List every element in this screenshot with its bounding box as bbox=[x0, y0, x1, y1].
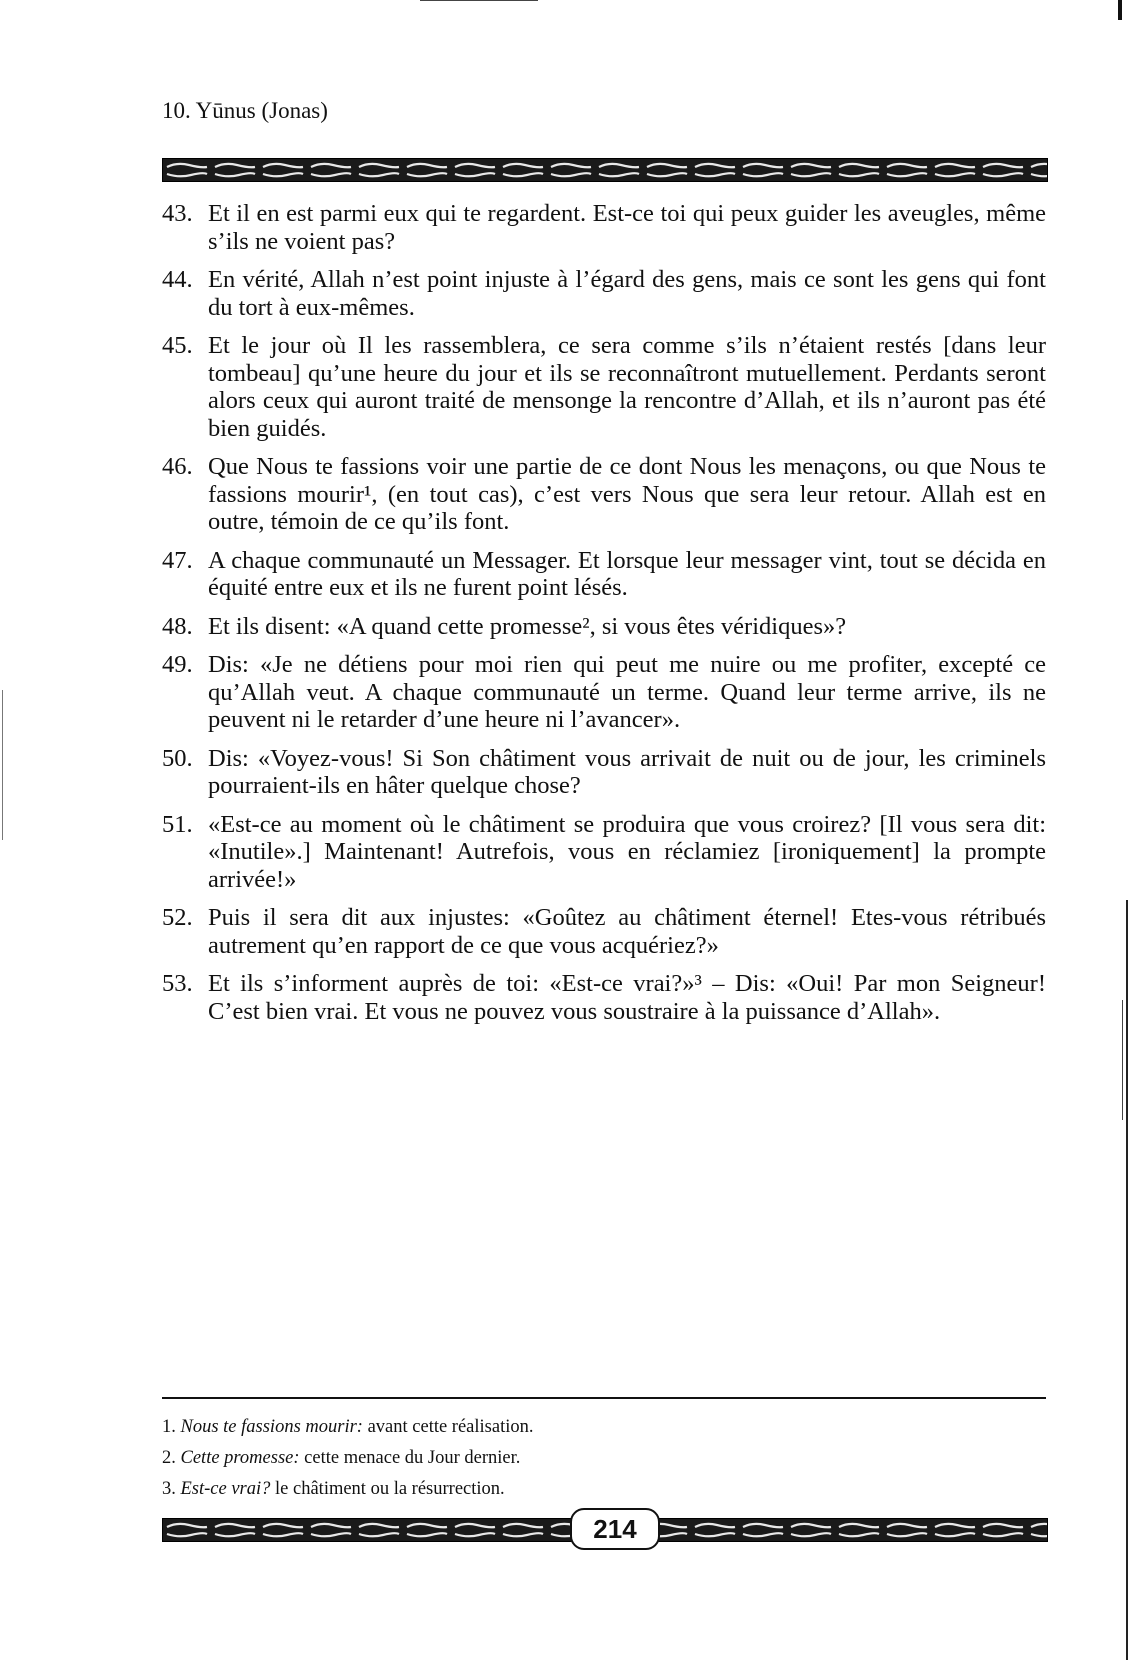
verse-52 bbox=[162, 904, 1046, 959]
verse-45 bbox=[162, 332, 1046, 442]
verse-number: 45. bbox=[162, 332, 193, 359]
scan-edge-line-right bbox=[1126, 900, 1128, 1660]
footnote-term: Est-ce vrai? bbox=[180, 1479, 271, 1499]
verse-list bbox=[162, 200, 1046, 1036]
verse-text: A chaque communauté un Messager. Et lorsque leur messager vint, tout se décida en équité entre eux et ils ne furent point lésés. bbox=[208, 546, 1046, 601]
verse-text: Dis: «Je ne détiens pour moi rien qui peut me nuire ou me profiter, excepté ce qu’Allah veut. A chaque communauté un terme. Quand leur terme arrive, ils ne peuvent ni le retarder d’une heure ni l’avancer». bbox=[208, 651, 1046, 733]
scan-edge-mark bbox=[1118, 0, 1122, 20]
verse-text: En vérité, Allah n’est point injuste à l’égard des gens, mais ce sont les gens qui font du tort à eux-mêmes. bbox=[208, 266, 1046, 321]
verse-50 bbox=[162, 745, 1046, 800]
scan-edge-line-right-inner bbox=[1122, 1000, 1123, 1120]
verse-48 bbox=[162, 613, 1046, 641]
verse-46 bbox=[162, 453, 1046, 536]
scan-edge-line-left bbox=[2, 690, 3, 840]
top-ornament-band bbox=[162, 158, 1048, 182]
footnote-2 bbox=[162, 1443, 1046, 1474]
verse-47 bbox=[162, 547, 1046, 602]
verse-44 bbox=[162, 266, 1046, 321]
footnote-number: 1. bbox=[162, 1417, 176, 1437]
footnote-text: cette menace du Jour dernier. bbox=[304, 1448, 521, 1468]
verse-number: 47. bbox=[162, 546, 193, 574]
verse-text: Que Nous te fassions voir une partie de ce dont Nous les menaçons, ou que Nous te fassions mourir¹, (en tout cas), c’est vers Nous que sera leur retour. Allah est en outre, témoin de ce qu’ils font. bbox=[208, 453, 1046, 535]
footnote-term: Cette promesse: bbox=[180, 1448, 300, 1468]
verse-text: Et il en est parmi eux qui te regardent. Est-ce toi qui peux guider les aveugles, même s’ils ne voient pas? bbox=[208, 200, 1046, 255]
footnote-list bbox=[162, 1412, 1046, 1505]
footnote-divider bbox=[162, 1397, 1046, 1399]
verse-number: 51. bbox=[162, 810, 193, 838]
verse-number: 53. bbox=[162, 970, 193, 997]
footnote-number: 3. bbox=[162, 1479, 176, 1499]
page-number: 214 bbox=[570, 1508, 660, 1550]
verse-43 bbox=[162, 200, 1046, 255]
verse-number: 50. bbox=[162, 744, 193, 772]
verse-number: 49. bbox=[162, 651, 193, 678]
verse-number: 52. bbox=[162, 904, 193, 931]
verse-text: «Est-ce au moment où le châtiment se produira que vous croirez? [Il vous sera dit: «Inutile».] Maintenant! Autrefois, vous en réclamiez [ironiquement] la prompte arrivée!» bbox=[208, 810, 1046, 893]
footnote-term: Nous te fassions mourir: bbox=[180, 1417, 363, 1437]
verse-number: 43. bbox=[162, 200, 193, 227]
verse-number: 46. bbox=[162, 453, 193, 480]
footnote-1 bbox=[162, 1412, 1046, 1443]
verse-53 bbox=[162, 970, 1046, 1025]
verse-number: 48. bbox=[162, 612, 193, 640]
surah-title: 10. Yūnus (Jonas) bbox=[162, 98, 328, 123]
footnote-text: le châtiment ou la résurrection. bbox=[275, 1479, 505, 1499]
footnote-3 bbox=[162, 1474, 1046, 1505]
verse-number: 44. bbox=[162, 266, 193, 293]
verse-text: Et le jour où Il les rassemblera, ce sera comme s’ils n’étaient restés [dans leur tombeau] qu’une heure du jour et ils se reconnaîtront mutuellement. Perdants seront alors ceux qui auront traité de mensonge la rencontre d’Allah, et ils n’auront pas été bien guidés. bbox=[208, 332, 1046, 442]
verse-text: Et ils s’informent auprès de toi: «Est-ce vrai?»³ – Dis: «Oui! Par mon Seigneur! C’est bien vrai. Et vous ne pouvez vous soustraire à la puissance d’Allah». bbox=[208, 970, 1046, 1025]
footnote-text: avant cette réalisation. bbox=[367, 1417, 534, 1437]
verse-text: Dis: «Voyez-vous! Si Son châtiment vous arrivait de nuit ou de jour, les criminels pourraient-ils en hâter quelque chose? bbox=[208, 744, 1046, 799]
top-rule bbox=[420, 0, 538, 1]
verse-text: Puis il sera dit aux injustes: «Goûtez au châtiment éternel! Etes-vous rétribués autrement qu’en rapport de ce que vous acquériez?» bbox=[208, 904, 1046, 959]
verse-51 bbox=[162, 811, 1046, 894]
footnote-number: 2. bbox=[162, 1448, 176, 1468]
verse-49 bbox=[162, 651, 1046, 734]
verse-text: Et ils disent: «A quand cette promesse², si vous êtes véridiques»? bbox=[208, 612, 847, 640]
